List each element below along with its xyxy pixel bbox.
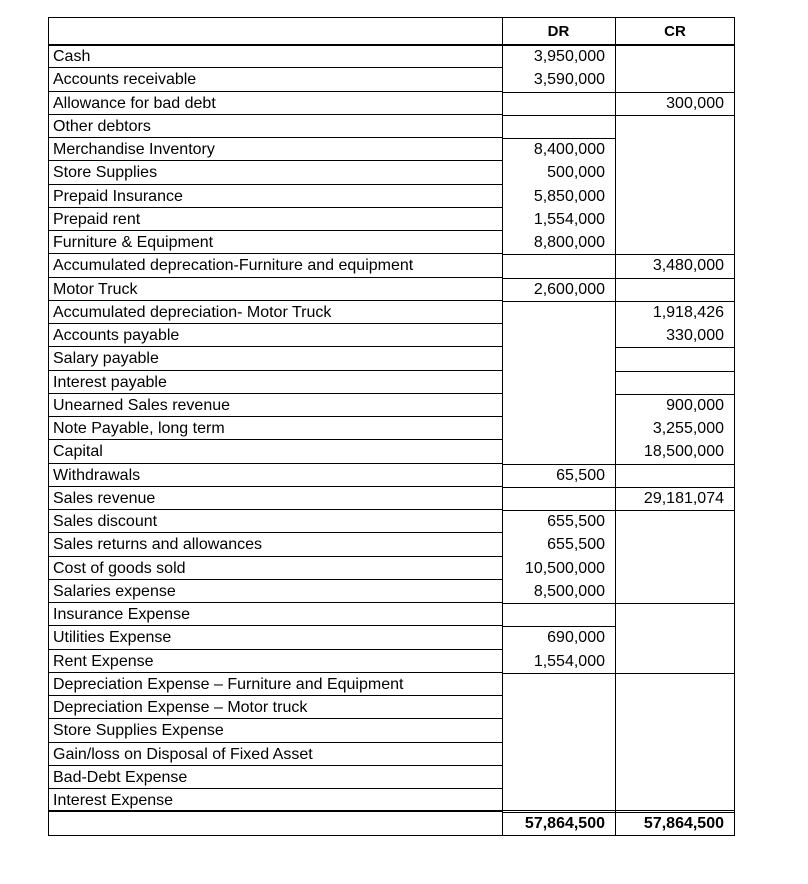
table-row — [49, 208, 734, 231]
table-row — [49, 650, 734, 673]
cell-rule — [502, 603, 615, 604]
cell-rule — [502, 464, 615, 465]
dr-amount: 655,500 — [547, 536, 605, 554]
account-label: Sales revenue — [53, 489, 156, 507]
cell-rule — [502, 673, 615, 674]
account-label: Depreciation Expense – Motor truck — [53, 699, 308, 716]
cell-rule — [502, 254, 615, 255]
dr-amount: 3,950,000 — [533, 48, 605, 65]
account-label: Store Supplies — [53, 164, 158, 182]
account-label: Utilities Expense — [53, 629, 172, 647]
cell-rule — [502, 626, 615, 627]
table-row — [49, 301, 734, 324]
cell-rule — [502, 510, 615, 511]
account-label: Unearned Sales revenue — [53, 396, 231, 414]
table-row — [49, 185, 734, 208]
dr-amount: 500,000 — [547, 164, 605, 182]
cell-rule — [502, 487, 615, 488]
cell-rule — [615, 278, 735, 279]
table-row — [49, 580, 734, 603]
table-row — [49, 510, 734, 533]
table-row — [49, 789, 734, 812]
account-label: Gain/loss on Disposal of Fixed Asset — [53, 745, 313, 763]
account-label: Interest Expense — [53, 792, 174, 809]
cr-amount: 3,480,000 — [652, 257, 724, 275]
account-label: Withdrawals — [53, 466, 141, 484]
dr-amount: 1,554,000 — [533, 652, 605, 670]
cell-rule — [615, 673, 735, 674]
account-label: Cost of goods sold — [53, 559, 186, 577]
cell-rule — [615, 603, 735, 604]
table-row — [49, 673, 734, 696]
cr-header: CR — [664, 23, 686, 40]
table-row — [49, 115, 734, 138]
cell-rule — [615, 510, 735, 511]
account-label: Prepaid Insurance — [53, 187, 183, 205]
dr-amount: 65,500 — [556, 466, 605, 484]
cr-amount: 18,500,000 — [643, 443, 724, 461]
cell-rule — [615, 347, 735, 348]
cell-rule — [615, 371, 735, 372]
cr-amount: 29,181,074 — [643, 489, 724, 507]
table-row — [49, 161, 734, 184]
dr-amount: 690,000 — [547, 629, 605, 647]
total-cr: 57,864,500 — [643, 815, 724, 832]
account-label: Other debtors — [53, 117, 151, 135]
account-label: Allowance for bad debt — [53, 94, 216, 112]
cell-rule — [615, 487, 735, 488]
cr-amount: 330,000 — [666, 327, 724, 344]
table-row — [49, 464, 734, 487]
dr-header: DR — [547, 23, 570, 40]
cell-rule — [615, 812, 735, 813]
cell-rule — [502, 92, 615, 93]
account-label: Accumulated deprecation-Furniture and equipment — [53, 257, 414, 275]
cell-rule — [502, 812, 615, 813]
account-label: Salary payable — [53, 350, 159, 368]
table-row — [49, 324, 734, 347]
account-label: Accumulated depreciation- Motor Truck — [53, 303, 332, 321]
dr-amount: 3,590,000 — [533, 71, 605, 89]
cell-rule — [502, 278, 615, 279]
dr-amount: 8,800,000 — [533, 234, 605, 251]
account-label: Salaries expense — [53, 582, 176, 600]
dr-amount: 655,500 — [547, 513, 605, 530]
account-label: Merchandise Inventory — [53, 141, 215, 158]
cell-rule — [615, 394, 735, 395]
table-row — [49, 394, 734, 417]
account-label: Depreciation Expense – Furniture and Equipment — [53, 675, 404, 693]
account-label: Bad-Debt Expense — [53, 768, 188, 786]
cell-rule — [502, 115, 615, 116]
cell-rule — [615, 115, 735, 116]
table-row — [49, 231, 734, 254]
table-row — [49, 371, 734, 394]
table-row — [49, 487, 734, 510]
cell-rule — [615, 464, 735, 465]
table-row — [49, 743, 734, 766]
cell-rule — [615, 301, 735, 302]
table-row — [49, 719, 734, 742]
row-rule — [49, 811, 502, 812]
cr-amount: 1,918,426 — [652, 303, 724, 321]
table-row — [49, 696, 734, 719]
cr-amount: 3,255,000 — [652, 420, 724, 437]
trial-balance-table — [48, 17, 735, 836]
account-label: Accounts receivable — [53, 71, 197, 89]
dr-amount: 10,500,000 — [524, 559, 605, 577]
table-row — [49, 533, 734, 556]
table-row — [49, 766, 734, 789]
table-row — [49, 347, 734, 370]
total-dr: 57,864,500 — [524, 815, 605, 832]
dr-amount: 2,600,000 — [533, 280, 605, 298]
account-label: Interest payable — [53, 373, 167, 391]
totals-divider — [49, 810, 734, 811]
table-row — [49, 92, 734, 115]
cell-rule — [615, 254, 735, 255]
account-label: Note Payable, long term — [53, 420, 225, 437]
dr-amount: 8,400,000 — [533, 141, 605, 158]
cr-amount: 300,000 — [666, 94, 724, 112]
table-row — [49, 68, 734, 91]
table-row — [49, 440, 734, 463]
account-label: Store Supplies Expense — [53, 722, 224, 740]
account-label: Furniture & Equipment — [53, 234, 214, 251]
dr-amount: 1,554,000 — [533, 210, 605, 228]
table-row — [49, 254, 734, 277]
dr-amount: 5,850,000 — [533, 187, 605, 205]
table-row — [49, 557, 734, 580]
account-label: Cash — [53, 48, 91, 65]
table-row — [49, 603, 734, 626]
account-label: Motor Truck — [53, 280, 138, 298]
table-row — [49, 417, 734, 440]
cell-rule — [502, 301, 615, 302]
dr-amount: 8,500,000 — [533, 582, 605, 600]
account-label: Prepaid rent — [53, 210, 141, 228]
account-label: Insurance Expense — [53, 606, 190, 623]
table-row — [49, 45, 734, 68]
cr-amount: 900,000 — [666, 396, 724, 414]
account-label: Sales discount — [53, 513, 158, 530]
account-label: Sales returns and allowances — [53, 536, 263, 554]
account-label: Rent Expense — [53, 652, 154, 670]
account-label: Capital — [53, 443, 103, 461]
cell-rule — [502, 138, 615, 139]
table-row — [49, 138, 734, 161]
table-row — [49, 278, 734, 301]
table-row — [49, 626, 734, 649]
account-label: Accounts payable — [53, 327, 180, 344]
cell-rule — [615, 92, 735, 93]
